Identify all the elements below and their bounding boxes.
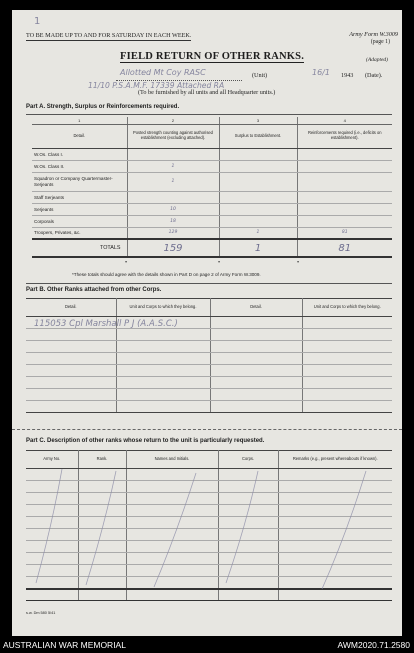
total-posted: 159 xyxy=(127,239,219,257)
row-detail: Serjeants xyxy=(32,203,127,215)
table-row xyxy=(26,341,392,353)
archive-footer xyxy=(0,638,414,653)
header-row xyxy=(32,124,392,148)
total-surplus: 1 xyxy=(219,239,297,257)
part-b-heading: Part B. Other Ranks attached from other Corps. xyxy=(26,287,162,293)
row-detail: W.Os. Class I. xyxy=(32,148,127,160)
divider xyxy=(26,114,392,115)
pencil-stroke xyxy=(86,471,116,585)
table-row xyxy=(26,329,392,341)
form-sheet xyxy=(12,10,402,636)
col-number: 2 xyxy=(127,117,219,124)
posted-value: 1 xyxy=(127,172,219,191)
divider xyxy=(26,283,392,284)
col-header: Detail. xyxy=(26,299,116,317)
reinf-value xyxy=(297,148,392,160)
reinf-value xyxy=(297,191,392,203)
table-row xyxy=(26,353,392,365)
banner-text: TO BE MADE UP TO AND FOR SATURDAY IN EACH WEEK. xyxy=(26,32,192,39)
table-row xyxy=(32,203,392,215)
posted-value xyxy=(127,148,219,160)
unit-handwritten: Allotted Mt Coy RASC xyxy=(120,68,206,77)
reinf-value xyxy=(297,160,392,172)
pencil-strokes xyxy=(26,465,392,600)
col-header: Rank. xyxy=(78,451,126,469)
date-handwritten: 16/1 xyxy=(312,68,330,77)
column-number-row xyxy=(32,117,392,124)
totals-label: TOTALS xyxy=(32,239,127,257)
footer-accession: AWM2020.71.2580 xyxy=(337,640,410,650)
row-detail: Staff Serjeants xyxy=(32,191,127,203)
col-number: 3 xyxy=(219,117,297,124)
col-header: Army No. xyxy=(26,451,78,469)
pencil-stroke xyxy=(36,469,62,583)
surplus-value xyxy=(219,148,297,160)
reinf-value xyxy=(297,215,392,227)
pencil-stroke xyxy=(154,473,196,587)
reinf-value xyxy=(297,203,392,215)
furnish-note: (To be furnished by all units and all Headquarter units.) xyxy=(138,89,276,96)
table-row xyxy=(26,389,392,401)
part-a-heading: Part A. Strength, Surplus or Reinforcements required. xyxy=(26,104,180,110)
col-number: 4 xyxy=(297,117,392,124)
row-detail: Corporals xyxy=(32,215,127,227)
row-detail: Squadron or Company Quartermaster-Serjeants xyxy=(32,172,127,191)
col-header: Surplus to Establishment. xyxy=(219,124,297,148)
table-row xyxy=(32,227,392,239)
asterisk-mark: • xyxy=(125,260,128,266)
year-text: 1943 xyxy=(341,72,354,79)
form-page: (page 1) xyxy=(370,39,390,45)
header-row xyxy=(26,299,392,317)
totals-note: *These totals should agree with the details shown in Part D on page 2 of Army Form W.3009. xyxy=(72,272,261,277)
col-header: Names and Initials. xyxy=(126,451,218,469)
table-row xyxy=(26,377,392,389)
surplus-value xyxy=(219,203,297,215)
unit-label: (Unit) xyxy=(252,72,268,79)
table-row xyxy=(32,160,392,172)
table-row xyxy=(32,215,392,227)
form-title: FIELD RETURN OF OTHER RANKS. xyxy=(120,51,305,62)
col-number: 1 xyxy=(32,117,127,124)
total-reinf: 81 xyxy=(297,239,392,257)
reinf-value xyxy=(297,172,392,191)
unit-handwritten-2: 11/10 P.S.A.M.F. 17339 Attached RA xyxy=(88,81,225,90)
col-header: Remarks (e.g., present whereabouts if known). xyxy=(278,451,392,469)
footer-institution: AUSTRALIAN WAR MEMORIAL xyxy=(3,640,126,650)
col-header: Unit and Corps to which they belong. xyxy=(116,299,210,317)
row-detail: W.Os. Class II. xyxy=(32,160,127,172)
surplus-value xyxy=(219,172,297,191)
asterisk-mark: • xyxy=(218,260,221,266)
col-header: Reinforcements required (i.e., deficits on establishment). xyxy=(297,124,392,148)
handwritten-mark: 1 xyxy=(34,16,41,27)
adapted-label: (Adapted) xyxy=(366,57,388,63)
col-header: Unit and Corps to which they belong. xyxy=(302,299,392,317)
perforation-line xyxy=(12,429,402,430)
pencil-stroke xyxy=(226,471,258,583)
surplus-value xyxy=(219,215,297,227)
asterisk-mark: • xyxy=(297,260,300,266)
table-row xyxy=(26,365,392,377)
date-label: (Date). xyxy=(365,72,383,79)
print-code: s.w. Dm 580 5/41 xyxy=(26,611,56,615)
reinf-value: 81 xyxy=(297,227,392,239)
posted-value: 10 xyxy=(127,203,219,215)
part-a-table xyxy=(32,117,392,258)
table-row xyxy=(26,401,392,413)
posted-value: 1 xyxy=(127,160,219,172)
col-header: Detail. xyxy=(210,299,302,317)
surplus-value: 1 xyxy=(219,227,297,239)
part-c-heading: Part C. Description of other ranks whose return to the unit is particularly requested. xyxy=(26,438,265,444)
table-row xyxy=(32,172,392,191)
surplus-value xyxy=(219,191,297,203)
part-b-table xyxy=(26,298,392,413)
totals-row xyxy=(32,239,392,257)
form-number: Army Form W.3009 xyxy=(349,31,398,38)
table-row xyxy=(32,191,392,203)
surplus-value xyxy=(219,160,297,172)
part-b-entry: 115053 Cpl Marshall P J (A.A.S.C.) xyxy=(34,319,178,329)
table-row xyxy=(32,148,392,160)
posted-value: 129 xyxy=(127,227,219,239)
row-detail: Troopers, Privates, &c. xyxy=(32,227,127,239)
col-header: Corps. xyxy=(218,451,278,469)
col-header: Posted strength counting against authorised establishment (excluding attached). xyxy=(127,124,219,148)
posted-value: 18 xyxy=(127,215,219,227)
posted-value xyxy=(127,191,219,203)
pencil-stroke xyxy=(322,471,366,589)
col-header: Detail. xyxy=(32,124,127,148)
